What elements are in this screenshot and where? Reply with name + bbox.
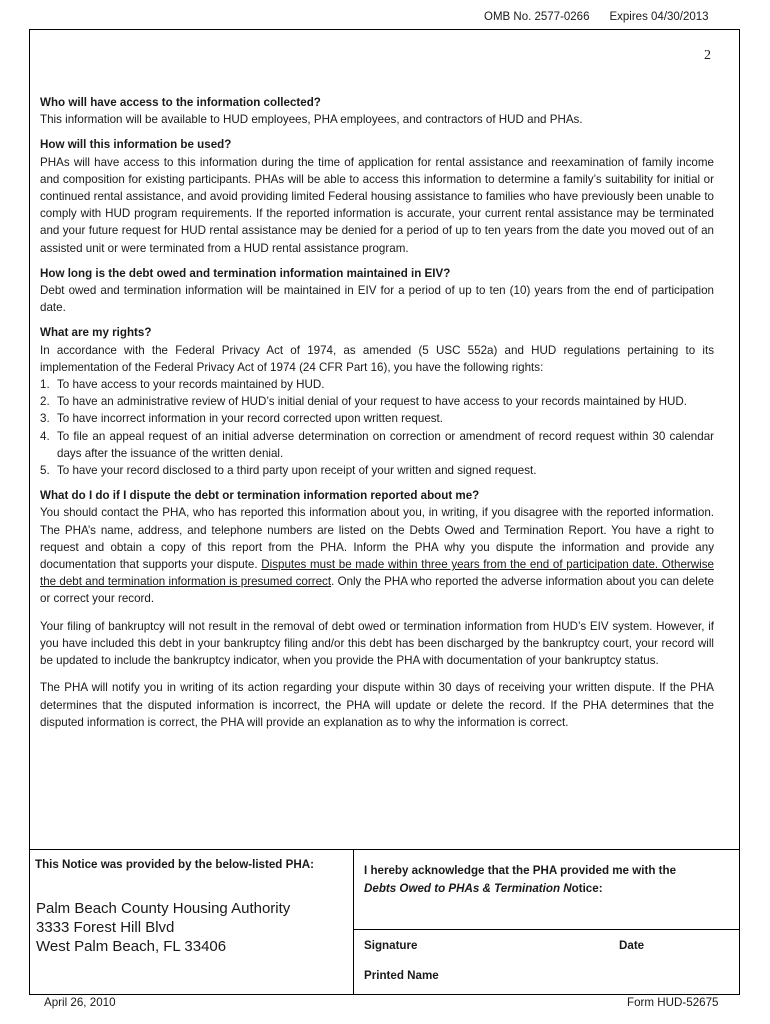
bankruptcy-paragraph: Your filing of bankruptcy will not result in the removal of debt owed or termination information from HUD’s EIV system. However, if you have included this debt in your bankruptcy filing and/or this debt has been discharged by the bankruptcy court, your record will be updated to include the bankruptcy indicator, when you provide the PHA with documentation of your bankruptcy status. [40,619,714,668]
pha-address [36,899,290,956]
rights-list-item: 1. To have access to your records maintained by HUD. [40,378,325,392]
pha-street: 3333 Forest Hill Blvd [36,919,175,936]
rights-list-item: 5. To have your record disclosed to a third party upon receipt of your written and signed request. [40,464,537,478]
acknowledgement-text: I hereby acknowledge that the PHA provided me with the Debts Owed to PHAs & Termination Notice: [364,864,677,895]
notice-body [40,94,714,731]
question-dispute: What do I do if I dispute the debt or termination information reported about me? [40,489,480,503]
answer-dispute: You should contact the PHA, who has reported this information about you, in writing, if you disagree with the reported information. The PHA’s name, address, and telephone numbers are listed on the Debts Owed and Termination Report. You have a right to request and obtain a copy of this report from the PHA. Inform the PHA why you dispute the information and provide any documentation that supports your dispute. Disputes must be made within three years from the end of participation date. Otherwise the debt and termination information is presumed correct. Only the PHA who reported the adverse information about you can delete or correct your record. [40,506,714,606]
omb-number: OMB No. 2577-0266 [484,11,590,23]
answer-retention: Debt owed and termination information will be maintained in EIV for a period of up to ten (10) years from the end of participation date. [40,284,714,315]
signature-divider [353,929,740,930]
signature-field-label[interactable]: Signature [364,939,418,952]
omb-header [484,11,709,23]
question-access: Who will have access to the information collected? [40,96,321,109]
rights-list-item: 3. To have incorrect information in your record corrected upon written request. [40,412,444,426]
notification-paragraph: The PHA will notify you in writing of its action regarding your dispute within 30 days of receiving your written dispute. If the PHA determines that the disputed information is incorrect, the PHA will update or delete the record. If the PHA determines that the disputed information is correct, the PHA will provide an explanation as to why the information is correct. [40,681,714,729]
pha-city: West Palm Beach, FL 33406 [36,938,227,955]
form-divider [29,849,740,850]
date-field-label[interactable]: Date [619,939,645,952]
printed-name-field-label[interactable]: Printed Name [364,969,439,982]
rights-list-item: 4. To file an appeal request of an initial adverse determination on correction or amendment of record request within 30 calendar days after the issuance of the written denial. [40,429,714,460]
expiration-date: Expires 04/30/2013 [609,11,709,23]
footer-form-number: Form HUD-52675 [627,996,719,1009]
answer-usage: PHAs will have access to this information during the time of application for rental assistance and reexamination of family income and composition for existing participants. PHAs will be able to access this information to determine a family’s suitability for initial or continued rental assistance, and avoid providing limited Federal housing assistance to families who have previously been unable to comply with HUD program requirements. If the reported information is accurate, your current rental assistance may be terminated and your future request for HUD rental assistance may be denied for a period of up to ten years from the date you moved out of an assisted unit or were terminated from a HUD rental assistance program. [40,155,714,255]
question-usage: How will this information be used? [40,138,232,152]
footer-date: April 26, 2010 [44,996,116,1009]
page-number: 2 [704,48,711,63]
form-column-divider [353,849,354,995]
provided-by-label: This Notice was provided by the below-listed PHA: [35,858,314,871]
answer-access: This information will be available to HUD employees, PHA employees, and contractors of HUD and PHAs. [40,113,583,127]
question-retention: How long is the debt owed and termination information maintained in EIV? [40,266,451,280]
dispute-deadline-text: Disputes must be made within three years from the end of participation date. Otherwise the debt and termination information is presumed correct [40,558,714,589]
rights-list [40,376,714,479]
answer-rights: In accordance with the Federal Privacy Act of 1974, as amended (5 USC 552a) and HUD regulations pertaining to its implementation of the Federal Privacy Act of 1974 (24 CFR Part 16), you have the following rights: [40,343,714,374]
question-rights: What are my rights? [40,326,152,340]
pha-name: Palm Beach County Housing Authority [36,900,291,917]
rights-list-item: 2. To have an administrative review of HUD’s initial denial of your request to have access to your records maintained by HUD. [40,395,688,409]
